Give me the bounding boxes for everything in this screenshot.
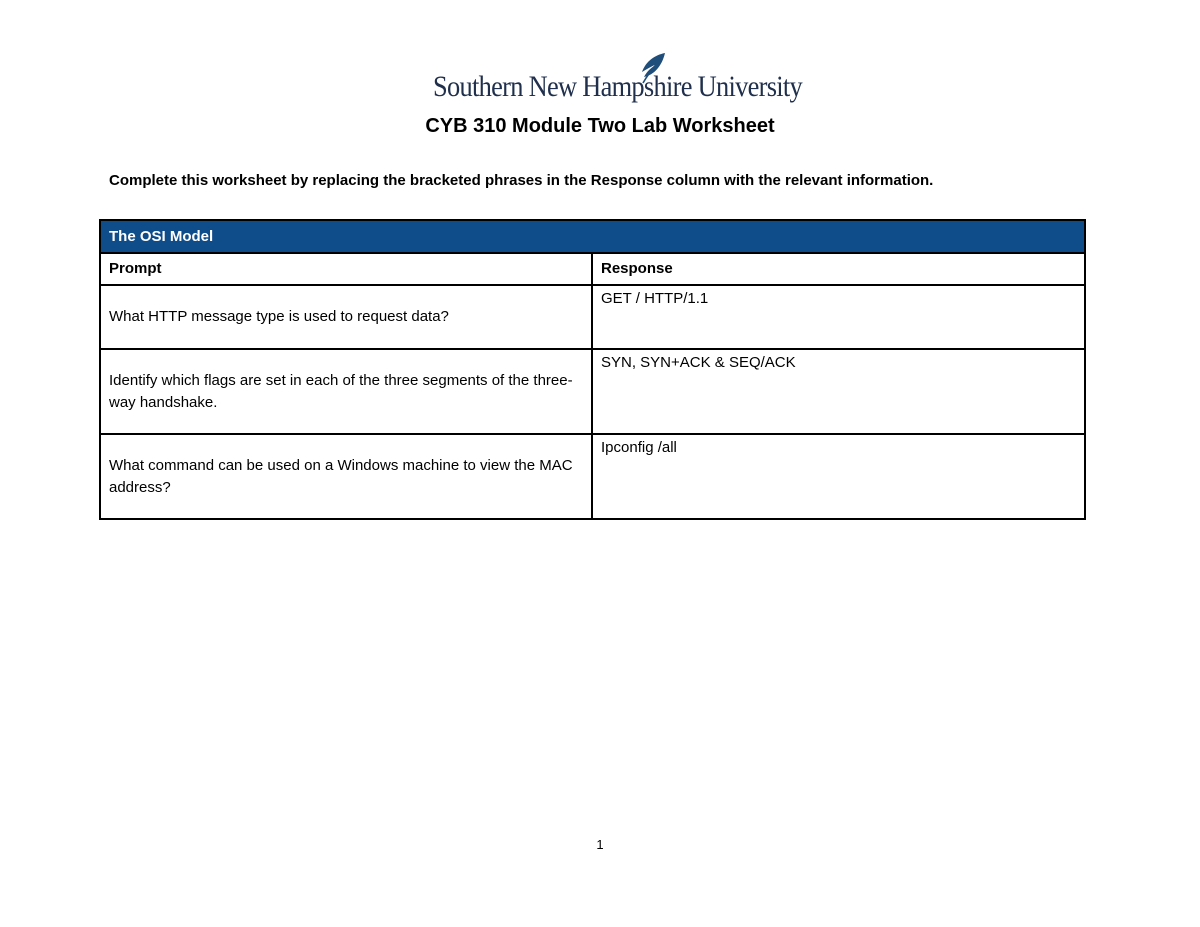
table-row (100, 285, 1085, 349)
response-cell[interactable]: SYN, SYN+ACK & SEQ/ACK (592, 349, 1085, 434)
logo-wordmark: Southern New Hampshire University (433, 70, 803, 103)
table-header-row (100, 220, 1085, 253)
response-cell[interactable]: GET / HTTP/1.1 (592, 285, 1085, 349)
instruction-text: Complete this worksheet by replacing the bracketed phrases in the Response column with the relevant information. (109, 172, 934, 189)
prompt-column-header: Prompt (100, 253, 592, 285)
prompt-cell: Identify which flags are set in each of the three segments of the three-way handshake. (100, 349, 592, 434)
response-column-header: Response (592, 253, 1085, 285)
page-title: CYB 310 Module Two Lab Worksheet (425, 115, 775, 137)
table-row (100, 434, 1085, 519)
prompt-cell: What command can be used on a Windows machine to view the MAC address? (100, 434, 592, 519)
prompt-cell: What HTTP message type is used to request data? (100, 285, 592, 349)
osi-worksheet-table (99, 219, 1086, 520)
column-header-row (100, 253, 1085, 285)
section-title: The OSI Model (100, 220, 1085, 253)
table-row (100, 349, 1085, 434)
university-logo (433, 52, 803, 108)
response-cell[interactable]: Ipconfig /all (592, 434, 1085, 519)
page-number: 1 (596, 837, 604, 852)
